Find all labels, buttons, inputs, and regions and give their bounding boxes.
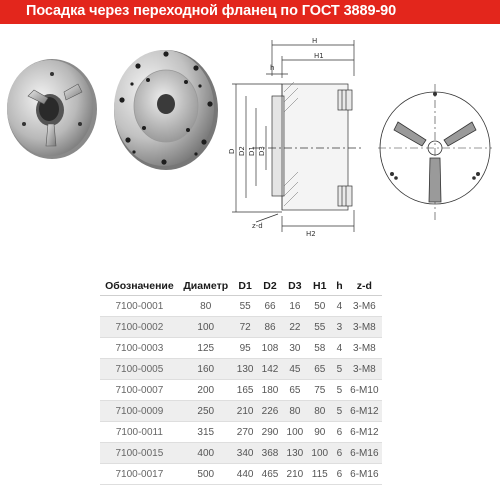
label-D2: D2 <box>238 146 246 156</box>
table-cell: 6-M12 <box>347 422 382 443</box>
table-cell: 440 <box>233 464 258 485</box>
table-cell: 6 <box>332 464 347 485</box>
table-cell: 3-M8 <box>347 359 382 380</box>
table-cell: 16 <box>282 296 307 317</box>
table-cell: 3-M8 <box>347 338 382 359</box>
table-cell: 22 <box>282 317 307 338</box>
table-cell: 80 <box>282 401 307 422</box>
table-cell: 6-M10 <box>347 380 382 401</box>
table-cell: 200 <box>179 380 233 401</box>
table-cell: 6 <box>332 443 347 464</box>
label-H: H <box>312 37 318 45</box>
title-banner <box>0 0 500 24</box>
table-cell: 66 <box>258 296 283 317</box>
table-cell: 368 <box>258 443 283 464</box>
table-cell: 3 <box>332 317 347 338</box>
table-row <box>100 401 382 422</box>
table-cell: 55 <box>307 317 332 338</box>
table-row <box>100 359 382 380</box>
table-row <box>100 338 382 359</box>
table-cell: 95 <box>233 338 258 359</box>
table-cell: 5 <box>332 401 347 422</box>
label-H1: H1 <box>314 52 324 60</box>
table-cell: 100 <box>282 422 307 443</box>
table-cell: 65 <box>307 359 332 380</box>
table-cell: 5 <box>332 359 347 380</box>
chuck-photo-back <box>108 44 220 172</box>
table-cell: 100 <box>179 317 233 338</box>
table-cell: 500 <box>179 464 233 485</box>
table-cell: 3-M8 <box>347 317 382 338</box>
col-header: h <box>332 277 347 296</box>
table-cell: 130 <box>282 443 307 464</box>
section-drawing <box>222 36 364 238</box>
table-cell: 7100-0017 <box>100 464 179 485</box>
table-row <box>100 380 382 401</box>
table-row <box>100 422 382 443</box>
spec-table <box>100 277 382 485</box>
table-cell: 290 <box>258 422 283 443</box>
col-header: z-d <box>347 277 382 296</box>
table-cell: 45 <box>282 359 307 380</box>
col-header: Диаметр <box>179 277 233 296</box>
table-cell: 75 <box>307 380 332 401</box>
table-cell: 7100-0002 <box>100 317 179 338</box>
chuck-photo-front <box>4 54 104 164</box>
table-cell: 30 <box>282 338 307 359</box>
table-cell: 7100-0007 <box>100 380 179 401</box>
table-cell: 5 <box>332 380 347 401</box>
table-cell: 4 <box>332 296 347 317</box>
label-D1: D1 <box>248 146 256 156</box>
front-view-drawing <box>378 82 492 222</box>
table-cell: 180 <box>258 380 283 401</box>
table-cell: 6 <box>332 422 347 443</box>
table-cell: 210 <box>282 464 307 485</box>
table-cell: 160 <box>179 359 233 380</box>
table-cell: 58 <box>307 338 332 359</box>
col-header: H1 <box>307 277 332 296</box>
table-cell: 80 <box>179 296 233 317</box>
table-cell: 6-M16 <box>347 464 382 485</box>
table-cell: 7100-0009 <box>100 401 179 422</box>
table-row <box>100 443 382 464</box>
table-header-row <box>100 277 382 296</box>
table-cell: 7100-0001 <box>100 296 179 317</box>
table-cell: 3-M6 <box>347 296 382 317</box>
table-row <box>100 464 382 485</box>
label-D: D <box>228 148 236 154</box>
table-cell: 400 <box>179 443 233 464</box>
table-cell: 226 <box>258 401 283 422</box>
table-cell: 7100-0005 <box>100 359 179 380</box>
col-header: D1 <box>233 277 258 296</box>
col-header: D3 <box>282 277 307 296</box>
table-cell: 6-M16 <box>347 443 382 464</box>
table-cell: 7100-0003 <box>100 338 179 359</box>
table-cell: 465 <box>258 464 283 485</box>
table-cell: 100 <box>307 443 332 464</box>
table-cell: 65 <box>282 380 307 401</box>
table-cell: 115 <box>307 464 332 485</box>
table-cell: 125 <box>179 338 233 359</box>
table-cell: 72 <box>233 317 258 338</box>
table-cell: 315 <box>179 422 233 443</box>
table-cell: 165 <box>233 380 258 401</box>
table-cell: 210 <box>233 401 258 422</box>
table-cell: 108 <box>258 338 283 359</box>
table-cell: 270 <box>233 422 258 443</box>
table-cell: 142 <box>258 359 283 380</box>
table-cell: 90 <box>307 422 332 443</box>
table-cell: 7100-0015 <box>100 443 179 464</box>
page-title: Посадка через переходной фланец по ГОСТ 3889-90 <box>26 3 397 19</box>
table-cell: 250 <box>179 401 233 422</box>
table-cell: 50 <box>307 296 332 317</box>
table-cell: 55 <box>233 296 258 317</box>
col-header: Обозначение <box>100 277 179 296</box>
table-cell: 86 <box>258 317 283 338</box>
table-cell: 4 <box>332 338 347 359</box>
table-cell: 80 <box>307 401 332 422</box>
table-row <box>100 296 382 317</box>
col-header: D2 <box>258 277 283 296</box>
table-cell: 340 <box>233 443 258 464</box>
label-D3: D3 <box>258 146 266 156</box>
table-cell: 7100-0011 <box>100 422 179 443</box>
label-H2: H2 <box>306 230 316 238</box>
label-h: h <box>270 64 275 72</box>
label-zd: z-d <box>252 222 263 230</box>
table-cell: 130 <box>233 359 258 380</box>
table-row <box>100 317 382 338</box>
table-cell: 6-M12 <box>347 401 382 422</box>
